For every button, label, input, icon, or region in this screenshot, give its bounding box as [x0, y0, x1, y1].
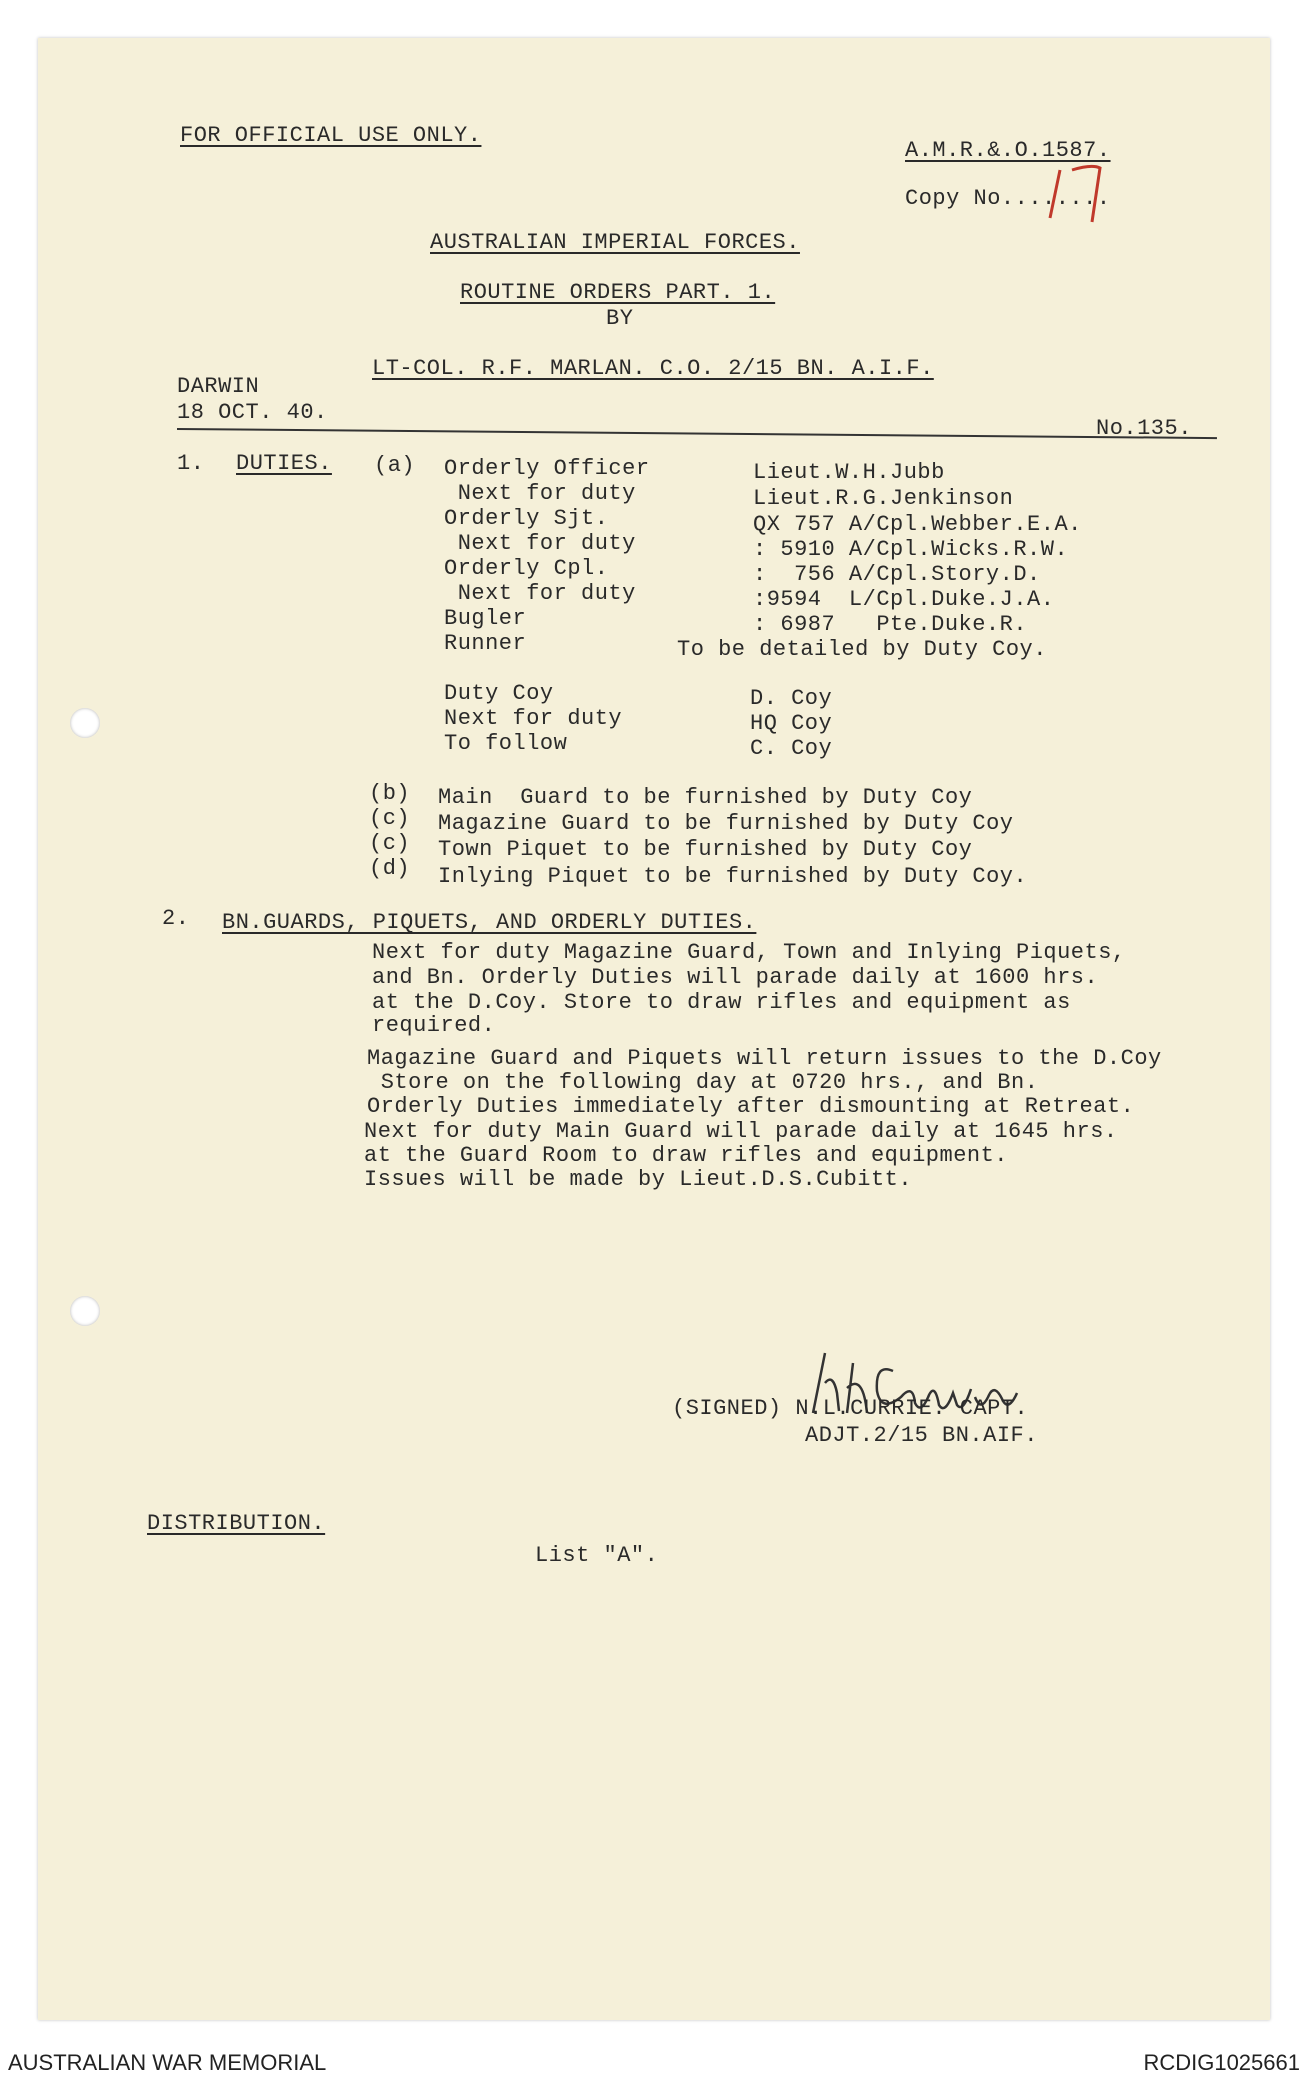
- guard-text: Town Piquet to be furnished by Duty Coy: [438, 837, 973, 862]
- section-2-line: Issues will be made by Lieut.D.S.Cubitt.: [364, 1167, 913, 1192]
- coy-role: Duty Coy: [444, 681, 554, 706]
- copy-number-handwritten: [1042, 160, 1112, 230]
- duty-role: Orderly Sjt.: [444, 506, 609, 531]
- section-2-line: required.: [372, 1013, 496, 1038]
- section-2-number: 2.: [162, 906, 190, 931]
- section-2-line: Next for duty Main Guard will parade daily at 1645 hrs.: [364, 1119, 1118, 1144]
- duty-role: Next for duty: [444, 481, 636, 506]
- section-2-line: Store on the following day at 0720 hrs., and Bn.: [367, 1070, 1039, 1095]
- order-number: No.135.: [1096, 416, 1192, 441]
- guard-label: (d): [369, 856, 411, 881]
- copy-label: Copy No........: [905, 186, 1111, 211]
- duty-name: To be detailed by Duty Coy.: [677, 637, 1047, 662]
- section-2-line: at the D.Coy. Store to draw rifles and equipment as: [372, 990, 1071, 1015]
- signed-line: (SIGNED) N.L.CURRIE. CAPT.: [672, 1396, 1029, 1421]
- section-2-line: and Bn. Orderly Duties will parade daily at 1600 hrs.: [372, 965, 1099, 990]
- reference-number: A.M.R.&.O.1587.: [905, 138, 1111, 163]
- distribution-heading: DISTRIBUTION.: [147, 1511, 326, 1536]
- guard-label: (b): [369, 781, 411, 806]
- duty-role: Bugler: [444, 606, 527, 631]
- coy-name: HQ Coy: [750, 711, 833, 736]
- place: DARWIN: [177, 374, 260, 399]
- section-1-heading: DUTIES.: [236, 451, 332, 476]
- duty-role: Orderly Cpl.: [444, 556, 609, 581]
- duty-name: : 5910 A/Cpl.Wicks.R.W.: [753, 537, 1069, 562]
- sub-a-label: (a): [374, 453, 416, 478]
- date: 18 OCT. 40.: [177, 400, 328, 425]
- orders-title: ROUTINE ORDERS PART. 1.: [460, 280, 776, 305]
- punch-hole: [70, 1296, 100, 1326]
- footer-institution: AUSTRALIAN WAR MEMORIAL: [8, 2050, 327, 2075]
- guard-text: Main Guard to be furnished by Duty Coy: [438, 785, 973, 810]
- guard-text: Magazine Guard to be furnished by Duty Coy: [438, 811, 1014, 836]
- coy-name: D. Coy: [750, 686, 833, 711]
- duty-role: Runner: [444, 631, 527, 656]
- duty-role: Orderly Officer: [444, 456, 650, 481]
- duty-name: :9594 L/Cpl.Duke.J.A.: [753, 587, 1055, 612]
- commander: LT-COL. R.F. MARLAN. C.O. 2/15 BN. A.I.F.: [372, 356, 934, 381]
- duty-role: Next for duty: [444, 531, 636, 556]
- duty-name: : 756 A/Cpl.Story.D.: [753, 562, 1041, 587]
- duty-name: Lieut.W.H.Jubb: [753, 460, 945, 485]
- duty-name: Lieut.R.G.Jenkinson: [753, 486, 1014, 511]
- footer-record-id: RCDIG1025661: [1143, 2050, 1300, 2075]
- section-2-line: Next for duty Magazine Guard, Town and Inlying Piquets,: [372, 940, 1126, 965]
- orders-by: BY: [606, 306, 634, 331]
- document-page: [38, 38, 1270, 2020]
- punch-hole: [70, 708, 100, 738]
- coy-role: To follow: [444, 731, 568, 756]
- section-2-line: Magazine Guard and Piquets will return issues to the D.Coy: [367, 1046, 1162, 1071]
- section-1-number: 1.: [177, 451, 205, 476]
- section-2-line: Orderly Duties immediately after dismounting at Retreat.: [367, 1094, 1135, 1119]
- duty-name: : 6987 Pte.Duke.R.: [753, 612, 1028, 637]
- classification: FOR OFFICIAL USE ONLY.: [180, 123, 482, 148]
- guard-label: (c): [369, 831, 411, 856]
- section-2-line: at the Guard Room to draw rifles and equipment.: [364, 1143, 1009, 1168]
- duty-role: Next for duty: [444, 581, 636, 606]
- duty-name: QX 757 A/Cpl.Webber.E.A.: [753, 512, 1082, 537]
- distribution-list: List "A".: [535, 1543, 659, 1568]
- section-2-heading: BN.GUARDS, PIQUETS, AND ORDERLY DUTIES.: [222, 910, 757, 935]
- org-title: AUSTRALIAN IMPERIAL FORCES.: [430, 230, 800, 255]
- signatory-title: ADJT.2/15 BN.AIF.: [805, 1423, 1038, 1448]
- guard-label: (c): [369, 806, 411, 831]
- guard-text: Inlying Piquet to be furnished by Duty Coy.: [438, 864, 1028, 889]
- coy-role: Next for duty: [444, 706, 623, 731]
- coy-name: C. Coy: [750, 736, 833, 761]
